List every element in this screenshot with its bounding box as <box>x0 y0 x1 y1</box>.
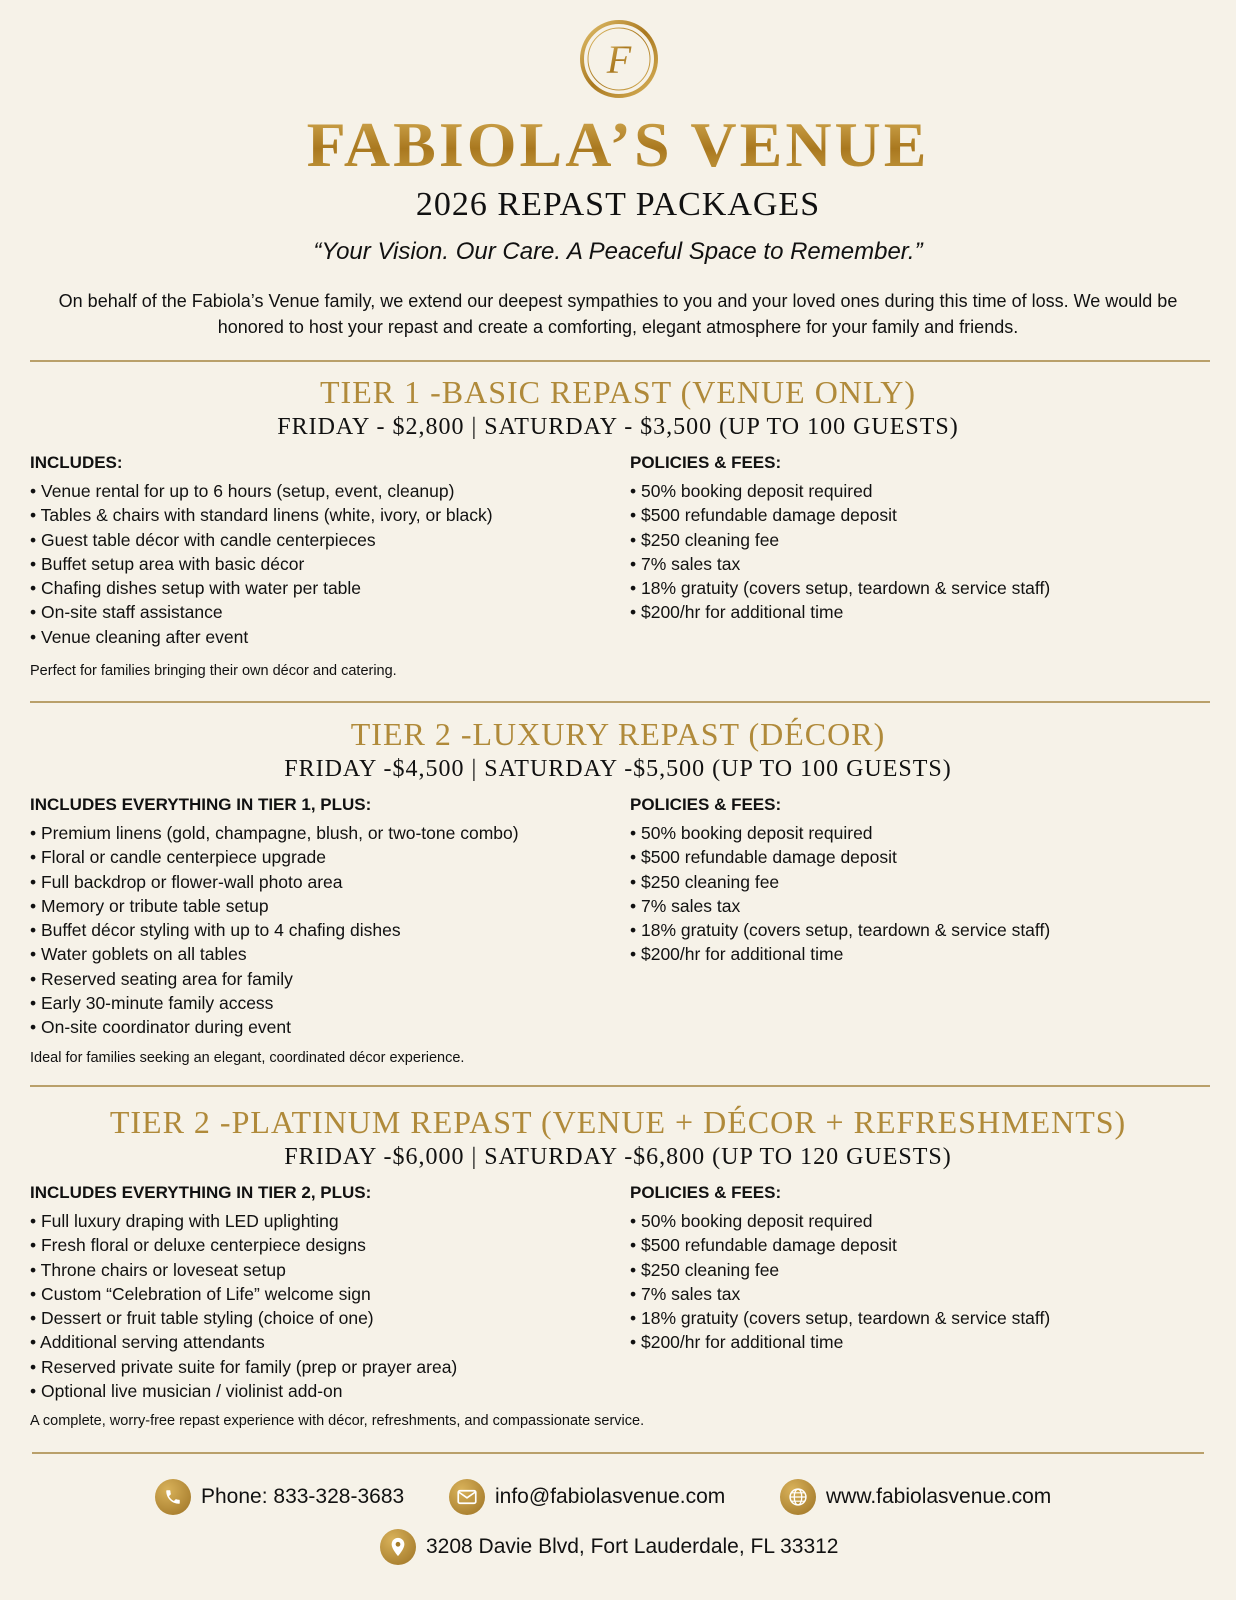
tier-2-includes <box>30 793 610 1040</box>
phone-text: Phone: 833-328-3683 <box>201 1485 405 1508</box>
tier-platinum-title: TIER 2 -PLATINUM REPAST (VENUE + DÉCOR + REFRESHMENTS) <box>109 1104 1127 1140</box>
venue-name: FABIOLA’S VENUE <box>0 108 1236 182</box>
list-item: • Memory or tribute table setup <box>30 895 269 916</box>
includes-heading: INCLUDES: <box>30 453 123 472</box>
tier-2-title: TIER 2 -LUXURY REPAST (DÉCOR) <box>350 716 886 752</box>
policies-heading: POLICIES & FEES: <box>630 1183 782 1202</box>
list-item: • 18% gratuity (covers setup, teardown & service staff) <box>630 920 1051 941</box>
list-item: • 7% sales tax <box>630 553 741 574</box>
list-item: • Throne chairs or loveseat setup <box>30 1259 286 1280</box>
monogram-logo <box>578 18 660 100</box>
list-item: • Tables & chairs with standard linens (white, ivory, or black) <box>30 505 493 526</box>
divider <box>30 701 1210 703</box>
list-item: • $200/hr for additional time <box>630 944 844 965</box>
list-item: • Dessert or fruit table styling (choice of one) <box>30 1308 374 1329</box>
list-item: • Fresh floral or deluxe centerpiece designs <box>30 1235 366 1256</box>
address-text: 3208 Davie Blvd, Fort Lauderdale, FL 33312 <box>426 1535 839 1558</box>
page-subtitle: 2026 REPAST PACKAGES <box>415 186 821 223</box>
policies-heading: POLICIES & FEES: <box>630 453 782 472</box>
list-item: • On-site staff assistance <box>30 602 223 623</box>
contact-address[interactable] <box>380 1529 838 1565</box>
list-item: • Custom “Celebration of Life” welcome sign <box>30 1283 371 1304</box>
tier-platinum-price: FRIDAY -$6,000 | SATURDAY -$6,800 (UP TO 120 GUESTS) <box>284 1144 952 1170</box>
list-item: • $500 refundable damage deposit <box>630 505 897 526</box>
list-item: • 50% booking deposit required <box>630 1211 873 1231</box>
list-item: • $500 refundable damage deposit <box>630 1235 897 1256</box>
logo-monogram-text: F <box>606 37 632 82</box>
list-item: • $250 cleaning fee <box>630 529 780 550</box>
list-item: • Premium linens (gold, champagne, blush, or two-tone combo) <box>30 823 519 843</box>
tier-1-title: TIER 1 -BASIC REPAST (VENUE ONLY) <box>319 374 917 410</box>
includes-heading: INCLUDES EVERYTHING IN TIER 2, PLUS: <box>30 1183 372 1202</box>
list-item: • Optional live musician / violinist add-on <box>30 1381 343 1402</box>
includes-heading: INCLUDES EVERYTHING IN TIER 1, PLUS: <box>30 795 372 814</box>
email-icon <box>449 1479 485 1515</box>
list-item: • Full luxury draping with LED uplighting <box>30 1211 339 1231</box>
tier-platinum-note: A complete, worry-free repast experience with décor, refreshments, and compassionate service. <box>30 1413 645 1429</box>
list-item: • On-site coordinator during event <box>30 1017 291 1038</box>
list-item: • $200/hr for additional time <box>630 602 844 623</box>
list-item: • 50% booking deposit required <box>630 823 873 843</box>
tier-1-price: FRIDAY - $2,800 | SATURDAY - $3,500 (UP TO 100 GUESTS) <box>277 414 959 440</box>
location-pin-icon <box>380 1529 416 1565</box>
tagline: “Your Vision. Our Care. A Peaceful Space to Remember.” <box>313 238 923 265</box>
globe-icon <box>780 1479 816 1515</box>
intro-paragraph: On behalf of the Fabiola’s Venue family, we extend our deepest sympathies to you and your loved ones during this time of loss. We would be honored to host your repast and create a comforting, elegant atmosphere for your family and friends. <box>58 291 1178 337</box>
list-item: • 50% booking deposit required <box>630 481 873 501</box>
contact-email[interactable] <box>449 1479 725 1515</box>
tier-1-policies <box>630 451 1210 625</box>
contact-phone[interactable] <box>155 1479 404 1515</box>
divider <box>30 360 1210 362</box>
list-item: • 7% sales tax <box>630 1283 741 1304</box>
list-item: • Early 30-minute family access <box>30 993 274 1014</box>
divider <box>32 1452 1204 1454</box>
list-item: • 18% gratuity (covers setup, teardown & service staff) <box>630 1308 1051 1329</box>
list-item: • $250 cleaning fee <box>630 1259 780 1280</box>
list-item: • Additional serving attendants <box>30 1332 265 1353</box>
tier-2-price: FRIDAY -$4,500 | SATURDAY -$5,500 (UP TO 100 GUESTS) <box>284 756 952 782</box>
tier-1-note: Perfect for families bringing their own décor and catering. <box>30 663 397 679</box>
list-item: • $250 cleaning fee <box>630 871 780 892</box>
list-item: • Guest table décor with candle centerpieces <box>30 529 376 550</box>
tier-1-includes <box>30 451 610 649</box>
list-item: • 7% sales tax <box>630 895 741 916</box>
website-text: www.fabiolasvenue.com <box>826 1485 1052 1508</box>
list-item: • Full backdrop or flower-wall photo area <box>30 871 343 892</box>
divider <box>30 1085 1210 1087</box>
list-item: • Reserved private suite for family (prep or prayer area) <box>30 1356 458 1377</box>
email-text: info@fabiolasvenue.com <box>495 1485 726 1508</box>
tier-2-note: Ideal for families seeking an elegant, coordinated décor experience. <box>30 1050 465 1066</box>
contact-website[interactable] <box>780 1479 1051 1515</box>
tier-platinum-includes <box>30 1181 610 1403</box>
phone-icon <box>155 1479 191 1515</box>
list-item: • 18% gratuity (covers setup, teardown & service staff) <box>630 578 1051 599</box>
policies-heading: POLICIES & FEES: <box>630 795 782 814</box>
tier-platinum-policies <box>630 1181 1210 1355</box>
list-item: • Water goblets on all tables <box>30 944 247 965</box>
list-item: • Venue rental for up to 6 hours (setup, event, cleanup) <box>30 481 455 501</box>
list-item: • Floral or candle centerpiece upgrade <box>30 847 327 868</box>
list-item: • Reserved seating area for family <box>30 968 293 989</box>
list-item: • $500 refundable damage deposit <box>630 847 897 868</box>
list-item: • Chafing dishes setup with water per table <box>30 578 362 599</box>
list-item: • Buffet setup area with basic décor <box>30 553 305 574</box>
tier-2-policies <box>630 793 1210 967</box>
list-item: • $200/hr for additional time <box>630 1332 844 1353</box>
list-item: • Buffet décor styling with up to 4 chafing dishes <box>30 920 401 941</box>
list-item: • Venue cleaning after event <box>30 626 249 647</box>
